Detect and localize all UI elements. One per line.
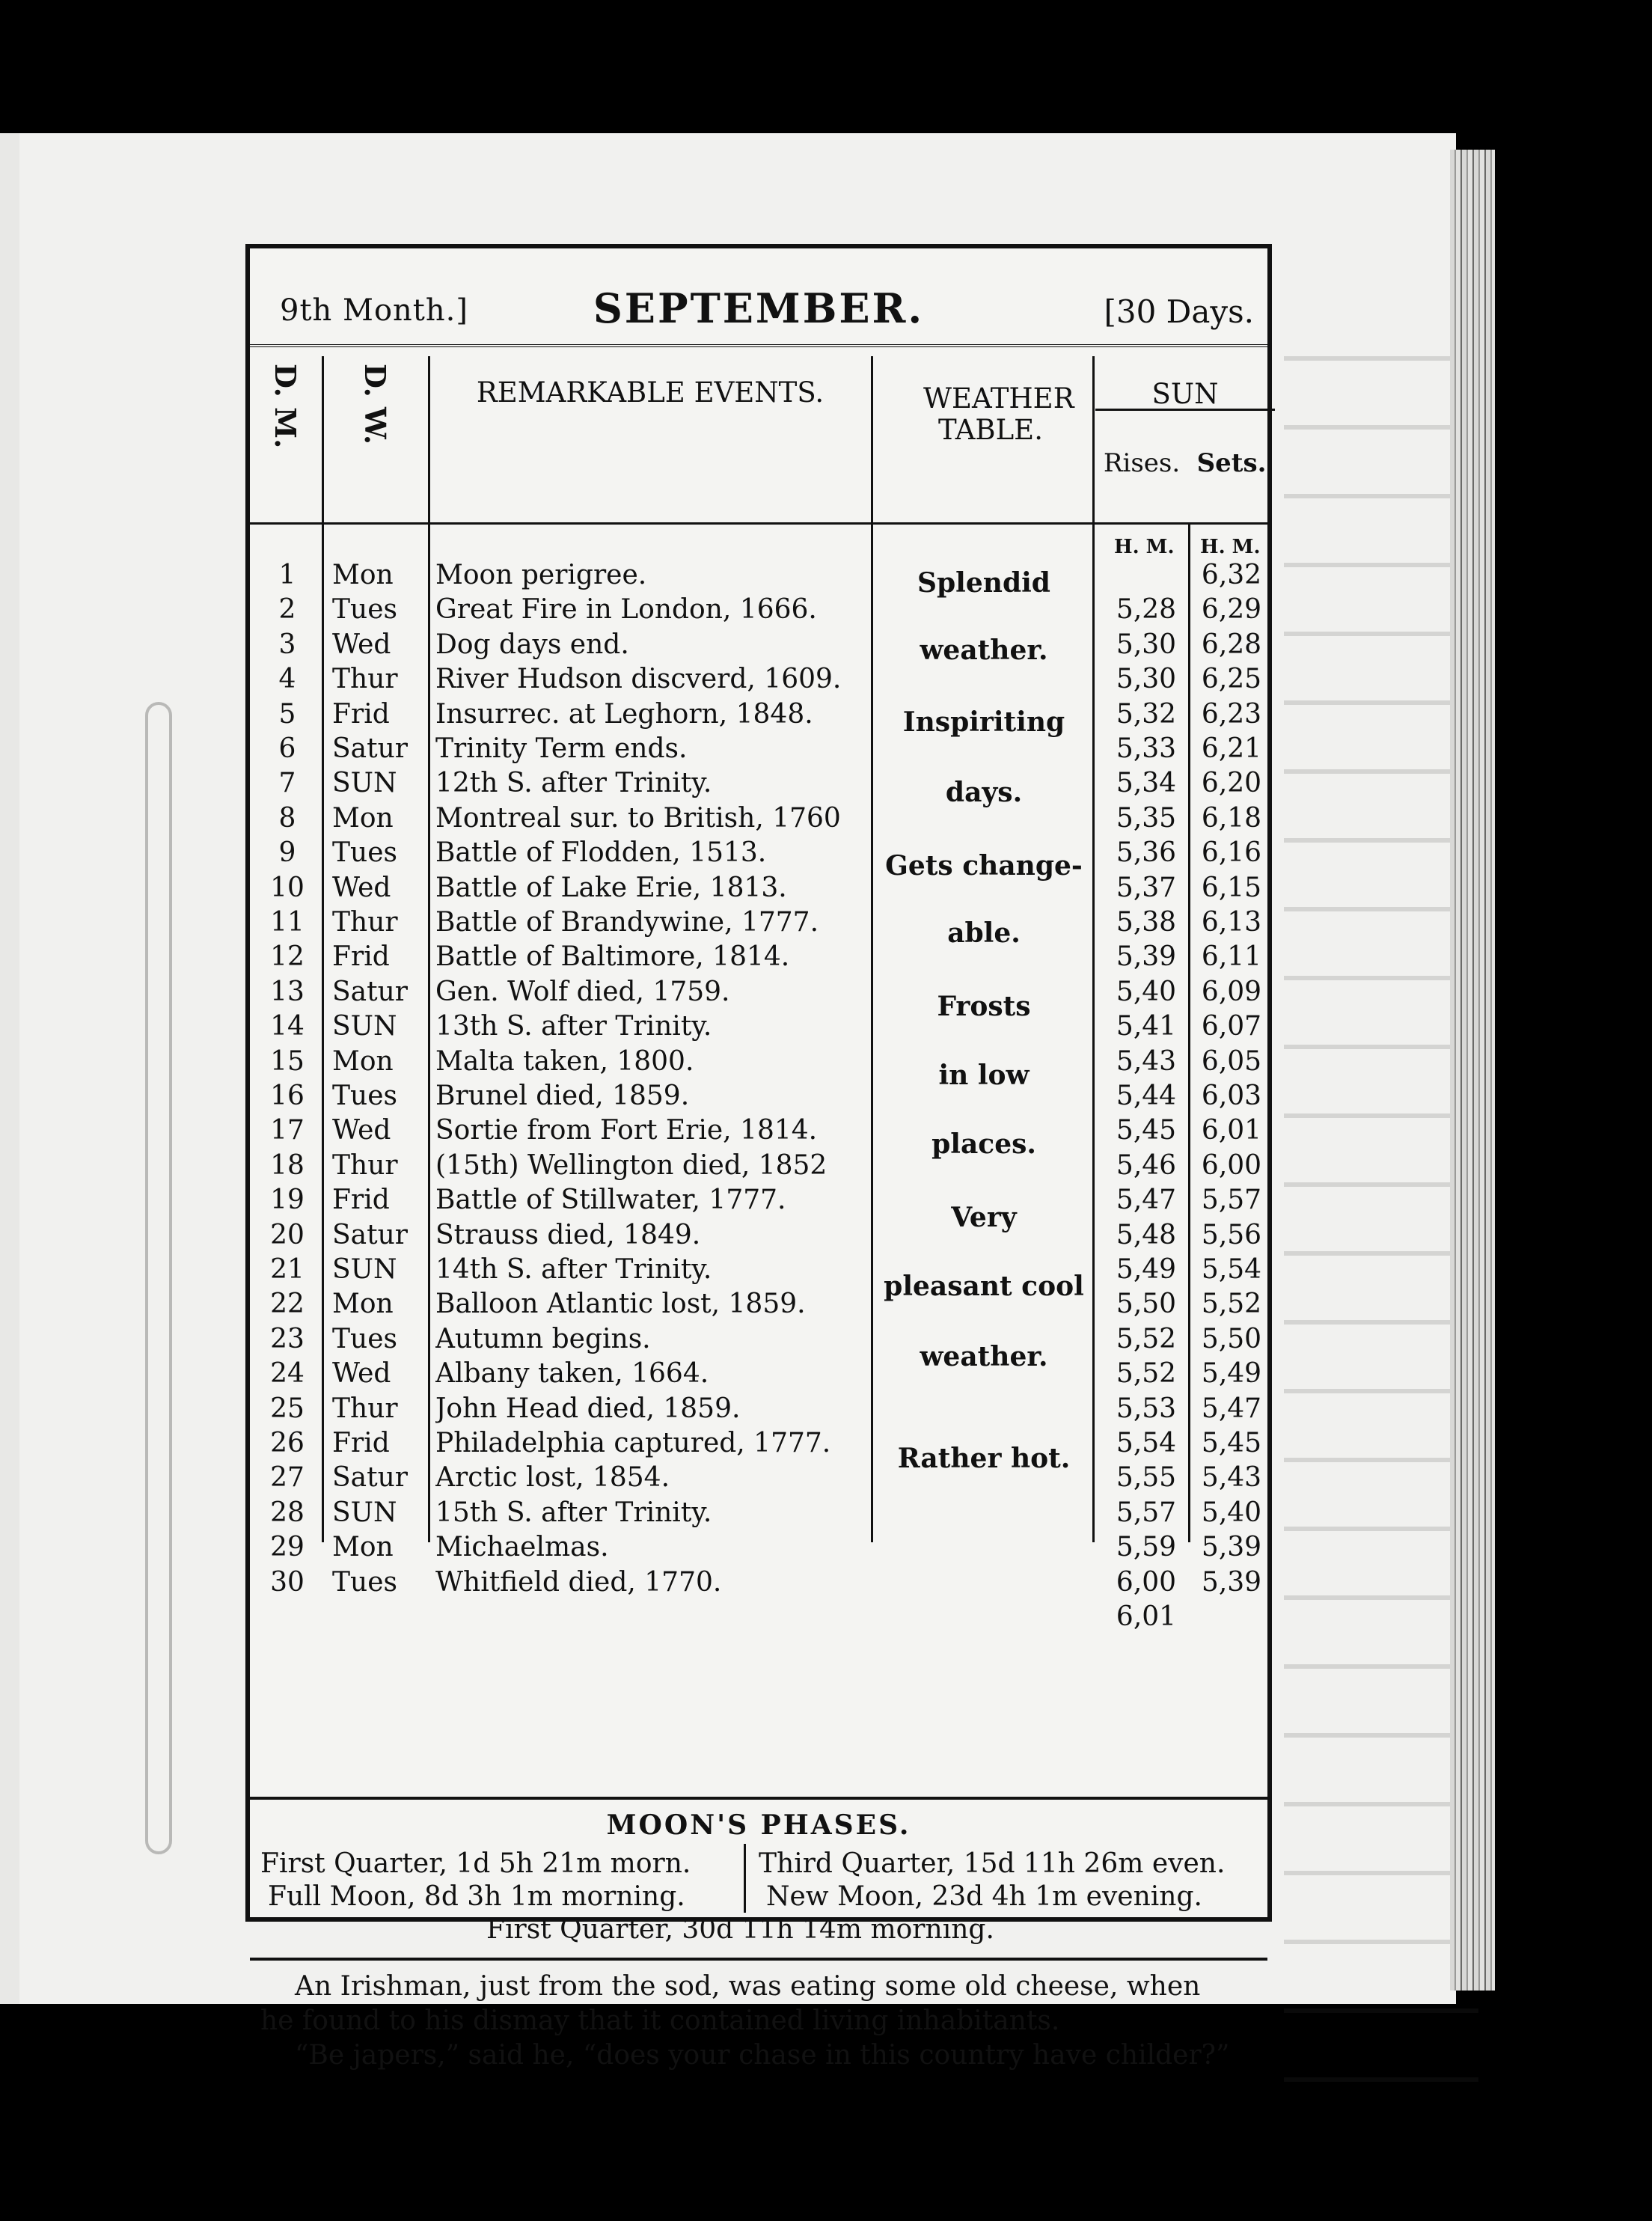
rises-unit-label: H. M. — [1114, 536, 1175, 558]
event-text: River Hudson discverd, 1609. — [435, 664, 842, 695]
anecdote-line: “Be japers,” said he, “does your chase in this country have childer?” — [295, 2040, 1230, 2071]
day-of-month: 30 — [270, 1566, 305, 1598]
day-of-month: 18 — [270, 1149, 305, 1181]
table-row — [250, 1218, 1267, 1253]
sunset-time: 6,00 — [1201, 1149, 1262, 1181]
day-of-week: Tues — [332, 594, 397, 626]
event-text: Battle of Lake Erie, 1813. — [435, 872, 787, 903]
sunrise-time: 5,39 — [1116, 941, 1177, 973]
day-of-week: Wed — [332, 872, 391, 903]
day-of-month: 14 — [270, 1011, 305, 1042]
day-of-month: 1 — [278, 560, 296, 590]
sunrise-time: 5,48 — [1116, 1219, 1177, 1250]
sunset-time: 6,03 — [1201, 1081, 1262, 1111]
header-day-of-week: D. W. — [358, 364, 392, 445]
event-text: Great Fire in London, 1666. — [435, 594, 817, 626]
day-of-month: 7 — [278, 768, 296, 799]
extra-sunrise-row — [250, 1600, 1267, 1634]
day-of-week: Mon — [332, 1045, 394, 1077]
day-of-week: Thur — [332, 1393, 398, 1424]
sunset-time: 5,43 — [1201, 1462, 1262, 1494]
sunrise-time: 5,37 — [1116, 872, 1177, 903]
table-row — [250, 1009, 1267, 1044]
day-of-month: 26 — [270, 1428, 305, 1458]
header-remarkable-events: REMARKABLE EVENTS. — [476, 376, 825, 409]
day-of-month: 20 — [270, 1219, 305, 1250]
table-row — [250, 975, 1267, 1009]
weather-note: Splendid — [917, 567, 1050, 599]
table-row — [250, 1322, 1267, 1357]
table-row — [250, 662, 1267, 697]
table-row — [250, 801, 1267, 836]
day-of-week: Frid — [332, 941, 390, 973]
sunrise-time: 5,50 — [1116, 1289, 1177, 1320]
sunset-time: 5,54 — [1201, 1254, 1262, 1285]
event-text: Brunel died, 1859. — [435, 1081, 690, 1111]
day-of-month: 25 — [270, 1393, 305, 1424]
event-text: Philadelphia captured, 1777. — [435, 1428, 831, 1458]
day-of-month: 5 — [278, 698, 296, 730]
sunrise-time: 5,41 — [1116, 1011, 1177, 1042]
day-of-month: 28 — [270, 1497, 305, 1528]
day-of-month: 23 — [270, 1323, 305, 1354]
table-row — [250, 593, 1267, 627]
facing-page-edge — [0, 133, 19, 2004]
day-of-week: Tues — [332, 1566, 397, 1598]
sunset-time: 6,11 — [1201, 941, 1262, 973]
sunset-time: 6,21 — [1201, 733, 1262, 764]
sunset-time: 5,39 — [1201, 1532, 1262, 1563]
day-of-week: Satur — [332, 1462, 408, 1494]
day-of-month: 15 — [270, 1045, 305, 1077]
sunset-time: 6,18 — [1201, 802, 1262, 834]
day-of-week: Satur — [332, 733, 408, 764]
event-text: 12th S. after Trinity. — [435, 768, 712, 799]
day-of-week: Tues — [332, 837, 397, 869]
event-text: Sortie from Fort Erie, 1814. — [435, 1115, 818, 1146]
day-of-week: Frid — [332, 1428, 390, 1458]
weather-note: weather. — [920, 1341, 1048, 1372]
day-of-week: Mon — [332, 560, 394, 590]
event-text: Battle of Brandywine, 1777. — [435, 907, 819, 938]
day-of-week: Satur — [332, 1219, 408, 1250]
first-quarter-text: First Quarter, 1d 5h 21m morn. — [260, 1848, 691, 1879]
day-of-month: 8 — [278, 802, 296, 834]
event-text: 14th S. after Trinity. — [435, 1254, 712, 1285]
sunrise-time: 5,30 — [1116, 629, 1177, 660]
header-rule — [250, 522, 1267, 525]
day-of-week: Thur — [332, 1149, 398, 1181]
day-of-month: 27 — [270, 1462, 305, 1494]
day-of-week: Frid — [332, 1185, 390, 1216]
table-row — [250, 1496, 1267, 1530]
event-text: Insurrec. at Leghorn, 1848. — [435, 698, 813, 730]
sunset-time: 5,50 — [1201, 1323, 1262, 1354]
event-text: Strauss died, 1849. — [435, 1219, 701, 1250]
sunrise-time: 6,00 — [1116, 1566, 1177, 1598]
header-rises: Rises. — [1103, 448, 1181, 478]
day-of-week: Mon — [332, 1289, 394, 1320]
sunrise-time: 5,40 — [1116, 976, 1177, 1007]
table-row — [250, 697, 1267, 732]
event-text: 13th S. after Trinity. — [435, 1011, 712, 1042]
table-row — [250, 1253, 1267, 1287]
sunrise-time: 5,34 — [1116, 768, 1177, 799]
event-text: Arctic lost, 1854. — [435, 1462, 670, 1494]
day-of-month: 13 — [270, 976, 305, 1007]
day-of-week: SUN — [332, 768, 397, 799]
weather-note: weather. — [920, 635, 1048, 666]
day-of-week: SUN — [332, 1254, 397, 1285]
day-of-week: SUN — [332, 1011, 397, 1042]
day-of-month: 22 — [270, 1289, 305, 1320]
sunset-time: 5,40 — [1201, 1497, 1262, 1528]
month-number-label: 9th Month.] — [280, 293, 468, 328]
sunset-time: 6,32 — [1201, 560, 1262, 590]
day-of-week: Wed — [332, 1358, 391, 1390]
table-row — [250, 766, 1267, 801]
sunrise-time: 5,53 — [1116, 1393, 1177, 1424]
event-text: Battle of Flodden, 1513. — [435, 837, 767, 869]
table-row — [250, 871, 1267, 905]
sunset-time: 6,25 — [1201, 664, 1262, 695]
sunrise-time: 5,35 — [1116, 802, 1177, 834]
moon-divider — [744, 1844, 746, 1913]
event-text: Whitfield died, 1770. — [435, 1566, 722, 1598]
sunrise-time: 5,49 — [1116, 1254, 1177, 1285]
sunrise-time: 5,54 — [1116, 1428, 1177, 1458]
moon-phases-block — [250, 1802, 1267, 1956]
day-of-month: 21 — [270, 1254, 305, 1285]
calendar-header — [250, 248, 1267, 347]
day-of-week: Thur — [332, 664, 398, 695]
day-of-month: 9 — [278, 837, 296, 869]
header-sets: Sets. — [1196, 448, 1267, 478]
header-weather-table: WEATHER TABLE. — [923, 382, 1074, 446]
weather-note: in low — [938, 1060, 1030, 1091]
day-of-week: Tues — [332, 1081, 397, 1111]
calendar-table — [250, 356, 1267, 2071]
header-day-of-month: D. M. — [269, 364, 302, 449]
day-of-week: Wed — [332, 629, 391, 660]
sunrise-time: 5,28 — [1116, 594, 1177, 626]
day-of-week: Wed — [332, 1115, 391, 1146]
weather-note: Gets change- — [885, 850, 1083, 882]
day-of-month: 10 — [270, 872, 305, 903]
table-row — [250, 1565, 1267, 1600]
header-sun: SUN — [1151, 378, 1219, 410]
table-row — [250, 628, 1267, 662]
sunrise-time: 5,36 — [1116, 837, 1177, 869]
table-row — [250, 836, 1267, 870]
weather-note: places. — [931, 1128, 1036, 1160]
calendar-frame — [245, 244, 1272, 2071]
day-of-month: 2 — [278, 594, 296, 626]
anecdote-line: he found to his dismay that it contained living inhabitants. — [260, 2005, 1060, 2036]
days-count-label: [30 Days. — [1104, 293, 1254, 330]
page-stack-edge — [1450, 150, 1495, 1991]
anecdote-rule — [250, 1958, 1267, 1961]
event-text: Gen. Wolf died, 1759. — [435, 976, 730, 1007]
table-row — [250, 1426, 1267, 1461]
table-row — [250, 905, 1267, 940]
binding-thread — [145, 702, 172, 1854]
sunset-time: 5,57 — [1201, 1185, 1262, 1216]
sunrise-time: 5,52 — [1116, 1358, 1177, 1390]
sunset-time: 6,28 — [1201, 629, 1262, 660]
table-row — [250, 558, 1267, 593]
sunrise-time: 5,55 — [1116, 1462, 1177, 1494]
sunrise-time: 5,45 — [1116, 1115, 1177, 1146]
table-row — [250, 732, 1267, 766]
month-title: SEPTEMBER. — [593, 284, 925, 332]
sunrise-time: 5,46 — [1116, 1149, 1177, 1181]
full-moon-text: Full Moon, 8d 3h 1m morning. — [268, 1881, 685, 1912]
sunrise-time: 5,43 — [1116, 1045, 1177, 1077]
day-of-week: Mon — [332, 802, 394, 834]
day-of-week: Frid — [332, 698, 390, 730]
sunset-time: 6,13 — [1201, 907, 1262, 938]
sunset-time: 6,07 — [1201, 1011, 1262, 1042]
sunset-time: 6,20 — [1201, 768, 1262, 799]
anecdote-line: An Irishman, just from the sod, was eating some old cheese, when — [295, 1971, 1201, 2002]
day-of-month: 3 — [278, 629, 296, 660]
table-bottom-rule — [250, 1797, 1267, 1800]
event-text: Moon perigree. — [435, 560, 647, 590]
sunset-time: 5,52 — [1201, 1289, 1262, 1320]
sunrise-time: 5,30 — [1116, 664, 1177, 695]
table-row — [250, 1357, 1267, 1391]
weather-note: Inspiriting — [902, 706, 1065, 738]
table-row — [250, 1045, 1267, 1079]
table-row — [250, 1183, 1267, 1218]
event-text: Battle of Stillwater, 1777. — [435, 1185, 786, 1216]
day-of-month: 19 — [270, 1185, 305, 1216]
sunset-time: 6,29 — [1201, 594, 1262, 626]
third-quarter-text: Third Quarter, 15d 11h 26m even. — [759, 1848, 1226, 1879]
sunset-time: 5,49 — [1201, 1358, 1262, 1390]
sunset-time: 6,05 — [1201, 1045, 1262, 1077]
day-of-week: Mon — [332, 1532, 394, 1563]
weather-note: pleasant cool — [884, 1271, 1084, 1302]
event-text: Montreal sur. to British, 1760 — [435, 802, 841, 834]
day-of-week: Satur — [332, 976, 408, 1007]
sunset-time: 5,56 — [1201, 1219, 1262, 1250]
event-text: Michaelmas. — [435, 1532, 609, 1563]
table-row — [250, 1530, 1267, 1565]
event-text: Battle of Baltimore, 1814. — [435, 941, 790, 973]
sets-unit-label: H. M. — [1200, 536, 1261, 558]
table-row — [250, 940, 1267, 974]
sunrise-time: 5,44 — [1116, 1081, 1177, 1111]
sunset-time: 5,47 — [1201, 1393, 1262, 1424]
new-moon-text: New Moon, 23d 4h 1m evening. — [766, 1881, 1202, 1912]
weather-note: able. — [947, 917, 1021, 949]
event-text: Trinity Term ends. — [435, 733, 688, 764]
sunset-time: 6,16 — [1201, 837, 1262, 869]
event-text: Albany taken, 1664. — [435, 1358, 709, 1390]
sunrise-time: 5,38 — [1116, 907, 1177, 938]
event-text: (15th) Wellington died, 1852 — [435, 1149, 827, 1181]
event-text: John Head died, 1859. — [435, 1393, 741, 1424]
day-of-month: 4 — [278, 664, 296, 695]
event-text: Balloon Atlantic lost, 1859. — [435, 1289, 806, 1320]
sunrise-time: 5,57 — [1116, 1497, 1177, 1528]
day-of-week: SUN — [332, 1497, 397, 1528]
table-row — [250, 1392, 1267, 1426]
sunrise-time: 6,01 — [1116, 1601, 1177, 1632]
show-through-text — [1284, 328, 1478, 2094]
weather-note: days. — [945, 777, 1023, 808]
sunrise-time: 5,33 — [1116, 733, 1177, 764]
day-of-month: 11 — [270, 907, 305, 938]
event-text: Malta taken, 1800. — [435, 1045, 694, 1077]
day-of-week: Thur — [332, 907, 398, 938]
day-of-month: 17 — [270, 1115, 305, 1146]
sun-rule — [1095, 409, 1275, 411]
sunrise-time: 5,59 — [1116, 1532, 1177, 1563]
sunrise-time: 5,52 — [1116, 1323, 1177, 1354]
sunrise-time: 5,47 — [1116, 1185, 1177, 1216]
day-of-month: 29 — [270, 1532, 305, 1563]
table-row — [250, 1079, 1267, 1113]
first-quarter-2-text: First Quarter, 30d 11h 14m morning. — [486, 1914, 994, 1945]
table-row — [250, 1461, 1267, 1495]
sunrise-time: 5,32 — [1116, 698, 1177, 730]
moon-phases-title: MOON'S PHASES. — [606, 1809, 911, 1841]
table-row — [250, 1113, 1267, 1148]
day-of-week: Tues — [332, 1323, 397, 1354]
event-text: Dog days end. — [435, 629, 629, 660]
event-text: 15th S. after Trinity. — [435, 1497, 712, 1528]
table-row — [250, 1287, 1267, 1322]
sunset-time: 6,23 — [1201, 698, 1262, 730]
table-row — [250, 1149, 1267, 1183]
weather-note: Rather hot. — [897, 1443, 1071, 1474]
sunset-time: 5,45 — [1201, 1428, 1262, 1458]
sunset-time: 5,39 — [1201, 1566, 1262, 1598]
event-text: Autumn begins. — [435, 1323, 651, 1354]
sunset-time: 6,01 — [1201, 1115, 1262, 1146]
day-of-month: 6 — [278, 733, 296, 764]
day-of-month: 24 — [270, 1358, 305, 1390]
weather-note: Frosts — [937, 991, 1031, 1022]
day-of-month: 12 — [270, 941, 305, 973]
sunset-time: 6,09 — [1201, 976, 1262, 1007]
day-of-month: 16 — [270, 1081, 305, 1111]
sunset-time: 6,15 — [1201, 872, 1262, 903]
weather-note: Very — [951, 1202, 1017, 1233]
